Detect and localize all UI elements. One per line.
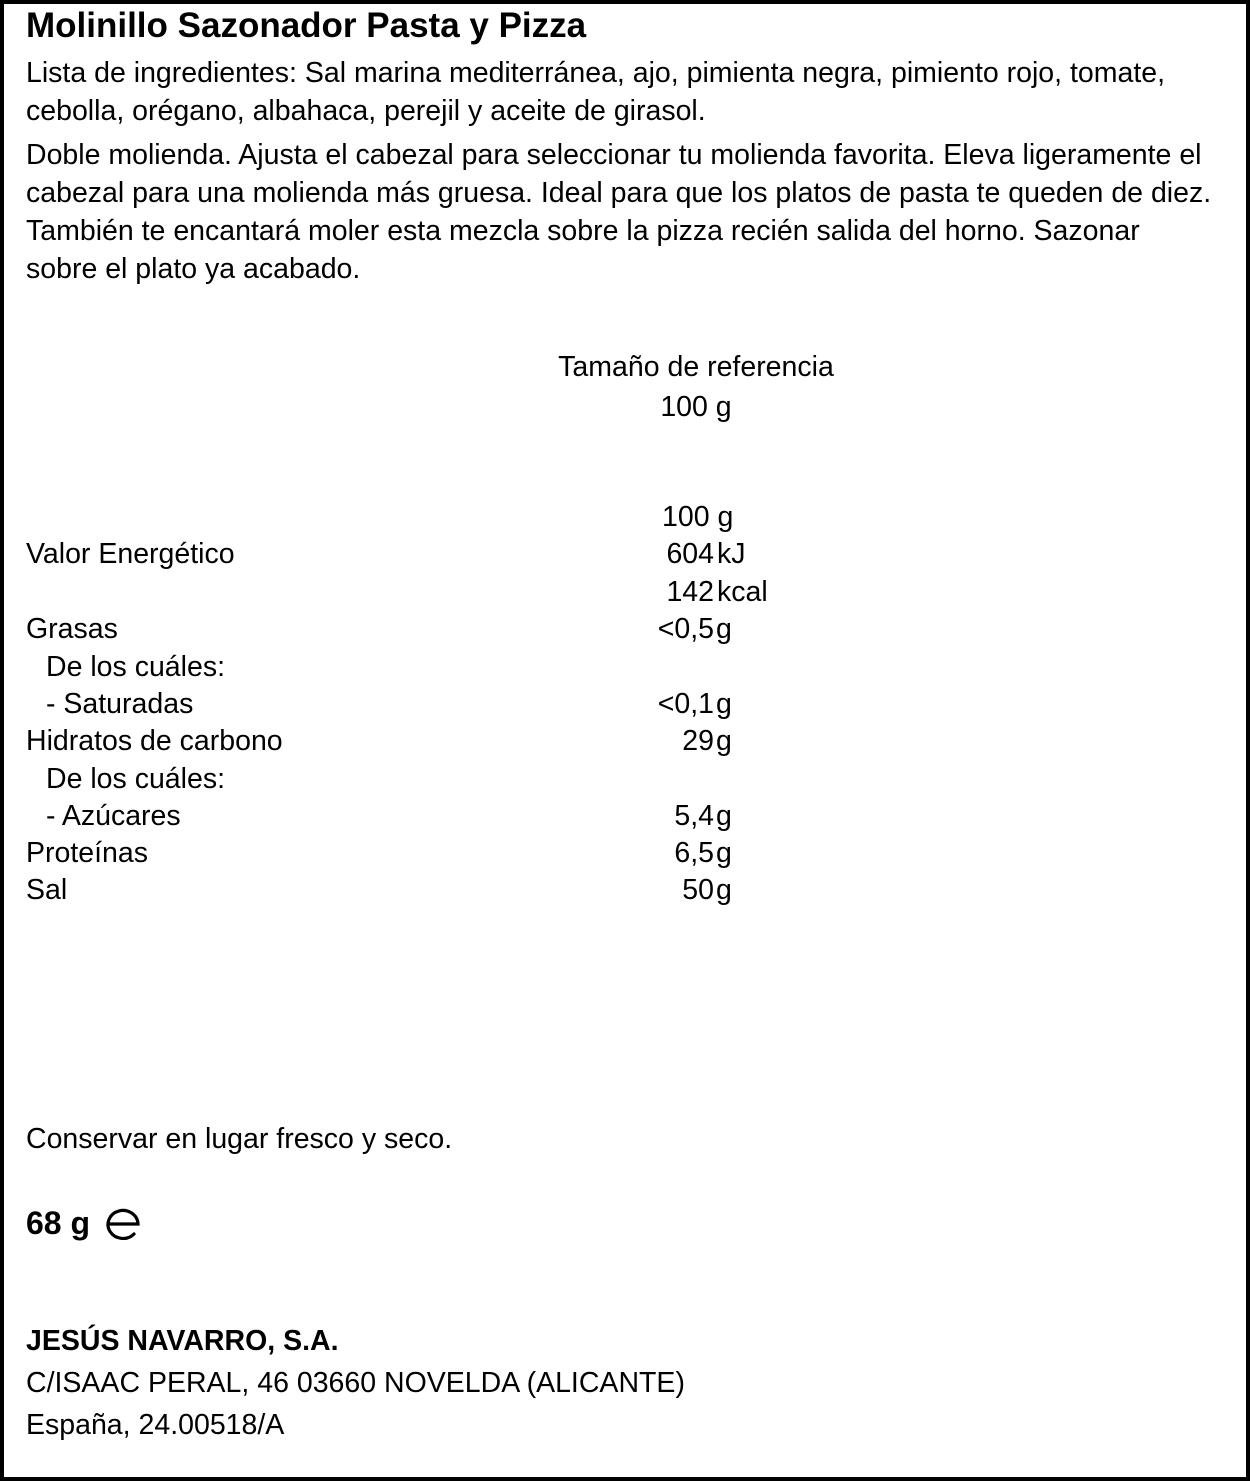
saturated-unit: g: [716, 688, 732, 720]
protein-label: Proteínas: [26, 837, 148, 869]
fats-of-which-label: De los cuáles:: [46, 651, 226, 683]
product-title: Molinillo Sazonador Pasta y Pizza: [26, 6, 587, 45]
carbs-value: 29: [682, 725, 714, 757]
estimated-e-icon: [104, 1208, 144, 1240]
net-weight: 68 g: [26, 1205, 91, 1241]
sugars-value: 5,4: [674, 800, 714, 832]
saturated-label: - Saturadas: [46, 688, 194, 720]
protein-value: 6,5: [674, 837, 714, 869]
fats-label: Grasas: [26, 613, 118, 645]
protein-unit: g: [716, 837, 732, 869]
energy-kj-unit: kJ: [717, 538, 746, 570]
sugars-label: - Azúcares: [46, 800, 181, 832]
reference-size-value: 100 g: [660, 391, 732, 423]
sugars-unit: g: [716, 800, 732, 832]
company-address: C/ISAAC PERAL, 46 03660 NOVELDA (ALICANTE): [26, 1367, 685, 1399]
carbs-label: Hidratos de carbono: [26, 725, 283, 757]
company-name: JESÚS NAVARRO, S.A.: [26, 1325, 339, 1357]
reference-size-label: Tamaño de referencia: [558, 351, 834, 383]
nutrition-column-header: 100 g: [662, 501, 734, 533]
fats-unit: g: [716, 613, 732, 645]
energy-kcal-value: 142: [666, 576, 714, 608]
energy-label: Valor Energético: [26, 538, 235, 570]
ingredients-list: Lista de ingredientes: Sal marina mediterránea, ajo, pimienta negra, pimiento rojo, tomate, cebolla, orégano, albahaca, perejil y aceite de girasol.: [26, 57, 1166, 127]
salt-unit: g: [716, 874, 732, 906]
carbs-of-which-label: De los cuáles:: [46, 763, 226, 795]
carbs-unit: g: [716, 725, 732, 757]
energy-kcal-unit: kcal: [717, 576, 768, 608]
company-registry: España, 24.00518/A: [26, 1409, 285, 1441]
saturated-value: <0,1: [657, 688, 714, 720]
salt-value: 50: [682, 874, 714, 906]
storage-instructions: Conservar en lugar fresco y seco.: [26, 1123, 453, 1155]
salt-label: Sal: [26, 874, 68, 906]
fats-value: <0,5: [657, 613, 714, 645]
energy-kj-value: 604: [666, 538, 714, 570]
usage-instructions: Doble molienda. Ajusta el cabezal para seleccionar tu molienda favorita. Eleva ligeramente el cabezal para una molienda más gruesa. Ideal para que los platos de pasta te queden de diez. También te encantará moler esta mezcla sobre la pizza recién salida del horno. Sazonar sobre el plato ya acabado.: [26, 139, 1212, 285]
